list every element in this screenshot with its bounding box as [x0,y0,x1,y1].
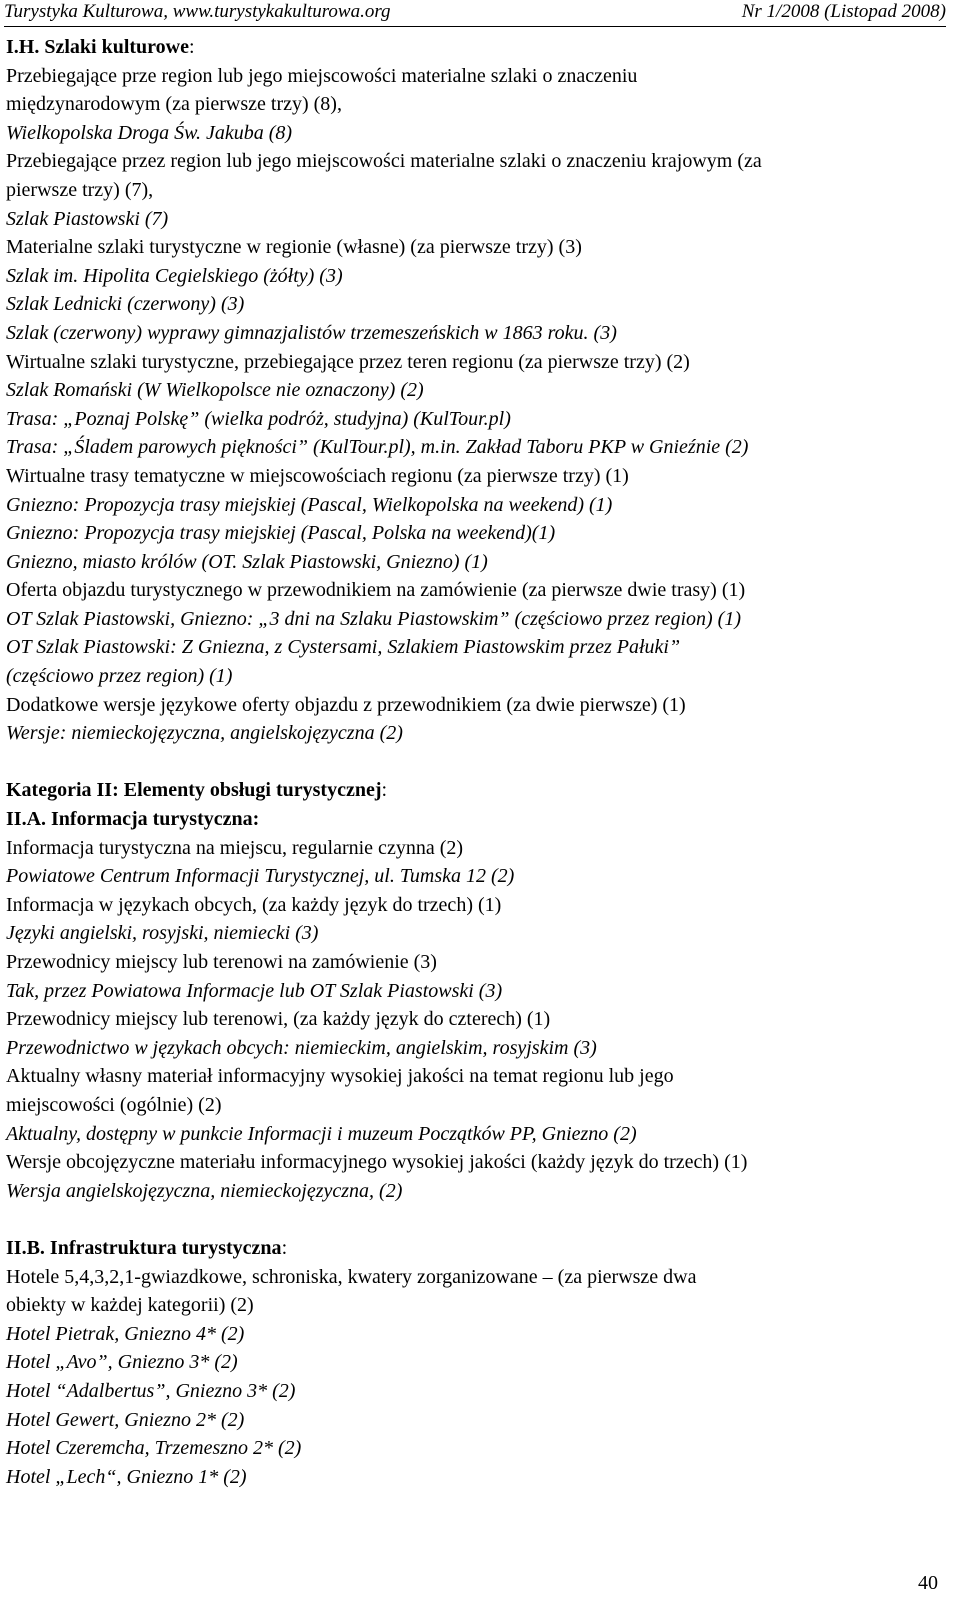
category-heading-text: Kategoria II: Elementy obsługi turystycznej [6,779,382,802]
category-heading [6,776,941,805]
answer-line: Gniezno: Propozycja trasy miejskiej (Pascal, Wielkopolska na weekend) (1) [6,493,613,516]
answer-line: Hotel „Lech“, Gniezno 1* (2) [6,1465,247,1488]
answer-line: Hotel Gewert, Gniezno 2* (2) [6,1408,245,1431]
criterion-line: Przewodnicy miejscy lub terenowi, (za każdy język do czterech) (1) [6,1008,551,1031]
criterion-line: Wirtualne szlaki turystyczne, przebiegające przez teren regionu (za pierwsze trzy) (2) [6,350,690,373]
criterion-line: Przebiegające przez region lub jego miejscowości materialne szlaki o znaczeniu krajowym (za [6,150,762,173]
section-heading-text: II.B. Infrastruktura turystyczna [6,1236,282,1259]
answer-line: Wielkopolska Droga Św. Jakuba (8) [6,121,293,144]
spacer [6,1205,941,1234]
answer-line: Szlak Lednicki (czerwony) (3) [6,293,245,316]
section-heading-text: I.H. Szlaki kulturowe [6,36,189,58]
criterion-line: Aktualny własny materiał informacyjny wysokiej jakości na temat regionu lub jego [6,1065,674,1088]
answer-line: Gniezno, miasto królów (OT. Szlak Piastowski, Gniezno) (1) [6,550,488,573]
criterion-line: Hotele 5,4,3,2,1-gwiazdkowe, schroniska, kwatery zorganizowane – (za pierwsze dwa [6,1265,697,1288]
heading-colon: : [189,36,195,58]
document-body [6,33,941,1491]
answer-line: Wersja angielskojęzyczna, niemieckojęzyczna, (2) [6,1179,403,1202]
answer-line: Języki angielski, rosyjski, niemiecki (3) [6,922,319,945]
answer-line: Hotel „Avo”, Gniezno 3* (2) [6,1351,238,1374]
section-heading-ih [6,33,941,62]
criterion-line: międzynarodowym (za pierwsze trzy) (8), [6,93,342,116]
answer-line: Szlak im. Hipolita Cegielskiego (żółty) (3) [6,264,343,287]
answer-line: Trasa: „Śladem parowych piękności” (KulTour.pl), m.in. Zakład Taboru PKP w Gnieźnie (2) [6,436,749,459]
heading-colon: : [281,1236,288,1259]
criterion-line: pierwsze trzy) (7), [6,178,154,201]
answer-line: Tak, przez Powiatowa Informacje lub OT Szlak Piastowski (3) [6,979,503,1002]
answer-line: Hotel Pietrak, Gniezno 4* (2) [6,1322,245,1345]
answer-line: Szlak Piastowski (7) [6,207,169,230]
journal-name: Turystyka Kulturowa, www.turystykakulturowa.org [4,1,391,22]
answer-line: Szlak Romański (W Wielkopolsce nie oznaczony) (2) [6,379,424,402]
criterion-line: Informacja w językach obcych, (za każdy język do trzech) (1) [6,893,502,916]
section-heading-iib [6,1234,941,1263]
answer-line: (częściowo przez region) (1) [6,665,233,688]
answer-line: Przewodnictwo w językach obcych: niemieckim, angielskim, rosyjskim (3) [6,1036,597,1059]
page-number: 40 [918,1572,938,1594]
page-header [4,0,946,27]
answer-line: Trasa: „Poznaj Polskę” (wielka podróż, studyjna) (KulTour.pl) [6,407,511,430]
spacer [6,748,941,777]
answer-line: Gniezno: Propozycja trasy miejskiej (Pascal, Polska na weekend)(1) [6,522,556,545]
answer-line: Szlak (czerwony) wyprawy gimnazjalistów trzemeszeńskich w 1863 roku. (3) [6,321,617,344]
criterion-line: Wersje obcojęzyczne materiału informacyjnego wysokiej jakości (każdy język do trzech) (1) [6,1151,748,1174]
criterion-line: Przewodnicy miejscy lub terenowi na zamówienie (3) [6,951,437,973]
criterion-line: Dodatkowe wersje językowe oferty objazdu z przewodnikiem (za dwie pierwsze) (1) [6,693,686,716]
criterion-line: Wirtualne trasy tematyczne w miejscowościach regionu (za pierwsze trzy) (1) [6,464,629,487]
section-heading-iia: II.A. Informacja turystyczna: [6,808,260,831]
heading-colon: : [381,779,388,802]
answer-line: OT Szlak Piastowski, Gniezno: „3 dni na Szlaku Piastowskim” (częściowo przez region) (1) [6,607,741,630]
answer-line: Powiatowe Centrum Informacji Turystycznej, ul. Tumska 12 (2) [6,865,515,888]
issue-info: Nr 1/2008 (Listopad 2008) [741,1,946,22]
answer-line: Aktualny, dostępny w punkcie Informacji i muzeum Początków PP, Gniezno (2) [6,1122,637,1145]
answer-line: Hotel Czeremcha, Trzemeszno 2* (2) [6,1437,302,1460]
criterion-line: Informacja turystyczna na miejscu, regularnie czynna (2) [6,836,464,859]
answer-line: Wersje: niemieckojęzyczna, angielskojęzyczna (2) [6,722,403,745]
criterion-line: obiekty w każdej kategorii) (2) [6,1294,254,1317]
answer-line: Hotel “Adalbertus”, Gniezno 3* (2) [6,1379,296,1402]
criterion-line: miejscowości (ogólnie) (2) [6,1093,222,1116]
criterion-line: Przebiegające prze region lub jego miejscowości materialne szlaki o znaczeniu [6,64,638,87]
answer-line: OT Szlak Piastowski: Z Gniezna, z Cystersami, Szlakiem Piastowskim przez Pałuki” [6,636,681,659]
criterion-line: Oferta objazdu turystycznego w przewodnikiem na zamówienie (za pierwsze dwie trasy) (1) [6,579,746,602]
criterion-line: Materialne szlaki turystyczne w regionie (własne) (za pierwsze trzy) (3) [6,236,582,259]
